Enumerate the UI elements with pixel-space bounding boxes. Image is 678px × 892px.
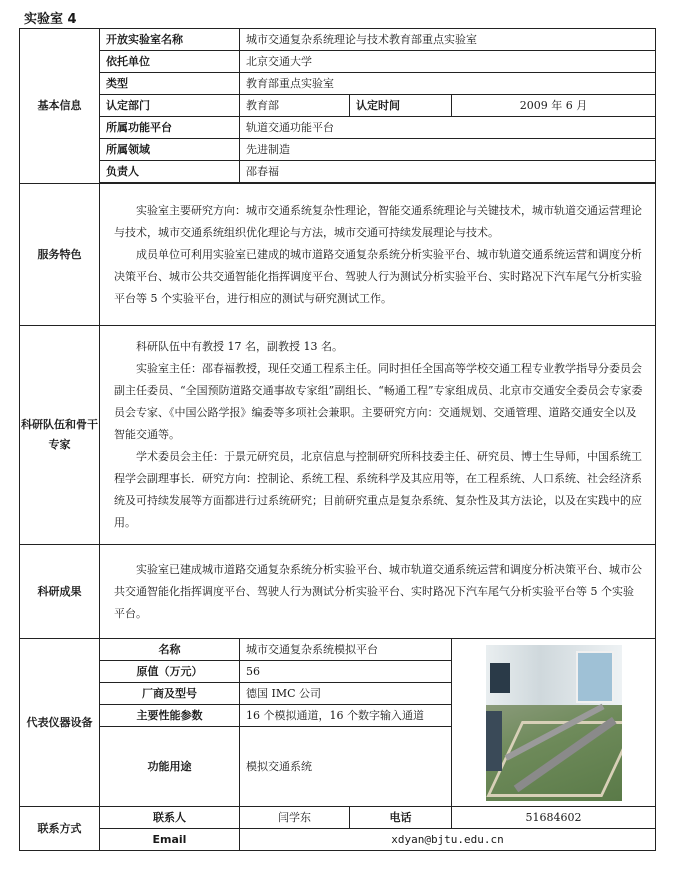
email-value: xdyan@bjtu.edu.cn	[240, 829, 656, 851]
instrument-name-label: 名称	[100, 639, 240, 661]
platform-label: 所属功能平台	[100, 117, 240, 139]
section-basic-info: 基本信息	[20, 29, 100, 184]
service-paragraph: 成员单位可利用实验室已建成的城市道路交通复杂系统分析实验平台、城市轨道交通系统运营和调度分析决策平台、城市公共交通智能化指挥调度平台、驾驶人行为测试分析实验平台、实时路况下汽车尾气分析实验平台等 5 个实验平台，进行相应的测试与研究测试工作。	[114, 247, 642, 305]
performance-value: 16 个模拟通道，16 个数字输入通道	[240, 705, 452, 727]
usage-value: 模拟交通系统	[240, 727, 452, 807]
instrument-name-value: 城市交通复杂系统模拟平台	[240, 639, 452, 661]
instrument-photo-cell	[452, 639, 656, 807]
lab-info-table	[19, 28, 656, 851]
leader-label: 负责人	[100, 161, 240, 183]
team-paragraph: 学术委员会主任：于景元研究员，北京信息与控制研究所科技委主任、研究员、博士生导师，中国系统工程学会副理事长．研究方向：控制论、系统工程、系统科学及其应用等，在工程系统、人口系统、社会经济系统及可持续发展等方面都进行过系统研究；目前研究重点是复杂系统、复杂性及其方法论，以及在实践中的应用。	[114, 450, 642, 529]
email-label: Email	[100, 829, 240, 851]
contact-person-value: 闫学东	[240, 807, 350, 829]
team-text	[100, 326, 656, 545]
maker-value: 德国 IMC 公司	[240, 683, 452, 705]
team-paragraph: 科研队伍中有教授 17 名，副教授 13 名。	[136, 340, 343, 353]
dept-value: 教育部	[240, 95, 350, 117]
time-value: 2009 年 6 月	[452, 95, 656, 117]
service-text	[100, 184, 656, 326]
lab-name-value: 城市交通复杂系统理论与技术教育部重点实验室	[240, 29, 656, 51]
section-team: 科研队伍和骨干专家	[20, 326, 100, 545]
price-value: 56	[240, 661, 452, 683]
field-value: 先进制造	[240, 139, 656, 161]
instrument-photo	[486, 645, 622, 801]
page-title: 实验室 4	[24, 12, 77, 27]
dept-label: 认定部门	[100, 95, 240, 117]
section-results: 科研成果	[20, 545, 100, 639]
time-label: 认定时间	[350, 95, 452, 117]
team-paragraph: 实验室主任：邵春福教授，现任交通工程系主任。同时担任全国高等学校交通工程专业教学指导分委员会副主任委员、“全国预防道路交通事故专家组”副组长、“畅通工程”专家组成员、北京市交通安全委员会专家委员会专家、《中国公路学报》编委等多项社会兼职。主要研究方向：交通规划、交通管理、道路交通安全以及智能交通等。	[114, 362, 643, 441]
type-value: 教育部重点实验室	[240, 73, 656, 95]
service-paragraph: 实验室主要研究方向：城市交通系统复杂性理论，智能交通系统理论与关键技术，城市轨道交通运营理论与技术，城市交通系统组织优化理论与方法，城市交通可持续发展理论与技术。	[114, 203, 642, 239]
price-label: 原值（万元）	[100, 661, 240, 683]
phone-value: 51684602	[452, 807, 656, 829]
phone-label: 电话	[350, 807, 452, 829]
results-paragraph: 实验室已建成城市道路交通复杂系统分析实验平台、城市轨道交通系统运营和调度分析决策平台、城市公共交通智能化指挥调度平台、驾驶人行为测试分析实验平台、实时路况下汽车尾气分析实验平台等 5 个实验平台。	[114, 562, 642, 620]
type-label: 类型	[100, 73, 240, 95]
lab-name-label: 开放实验室名称	[100, 29, 240, 51]
host-label: 依托单位	[100, 51, 240, 73]
platform-value: 轨道交通功能平台	[240, 117, 656, 139]
maker-label: 厂商及型号	[100, 683, 240, 705]
leader-value: 邵春福	[240, 161, 656, 183]
performance-label: 主要性能参数	[100, 705, 240, 727]
usage-label: 功能用途	[100, 727, 240, 807]
section-service: 服务特色	[20, 184, 100, 326]
field-label: 所属领域	[100, 139, 240, 161]
section-instruments: 代表仪器设备	[20, 639, 100, 807]
contact-person-label: 联系人	[100, 807, 240, 829]
section-contact: 联系方式	[20, 807, 100, 851]
results-text	[100, 545, 656, 639]
host-value: 北京交通大学	[240, 51, 656, 73]
